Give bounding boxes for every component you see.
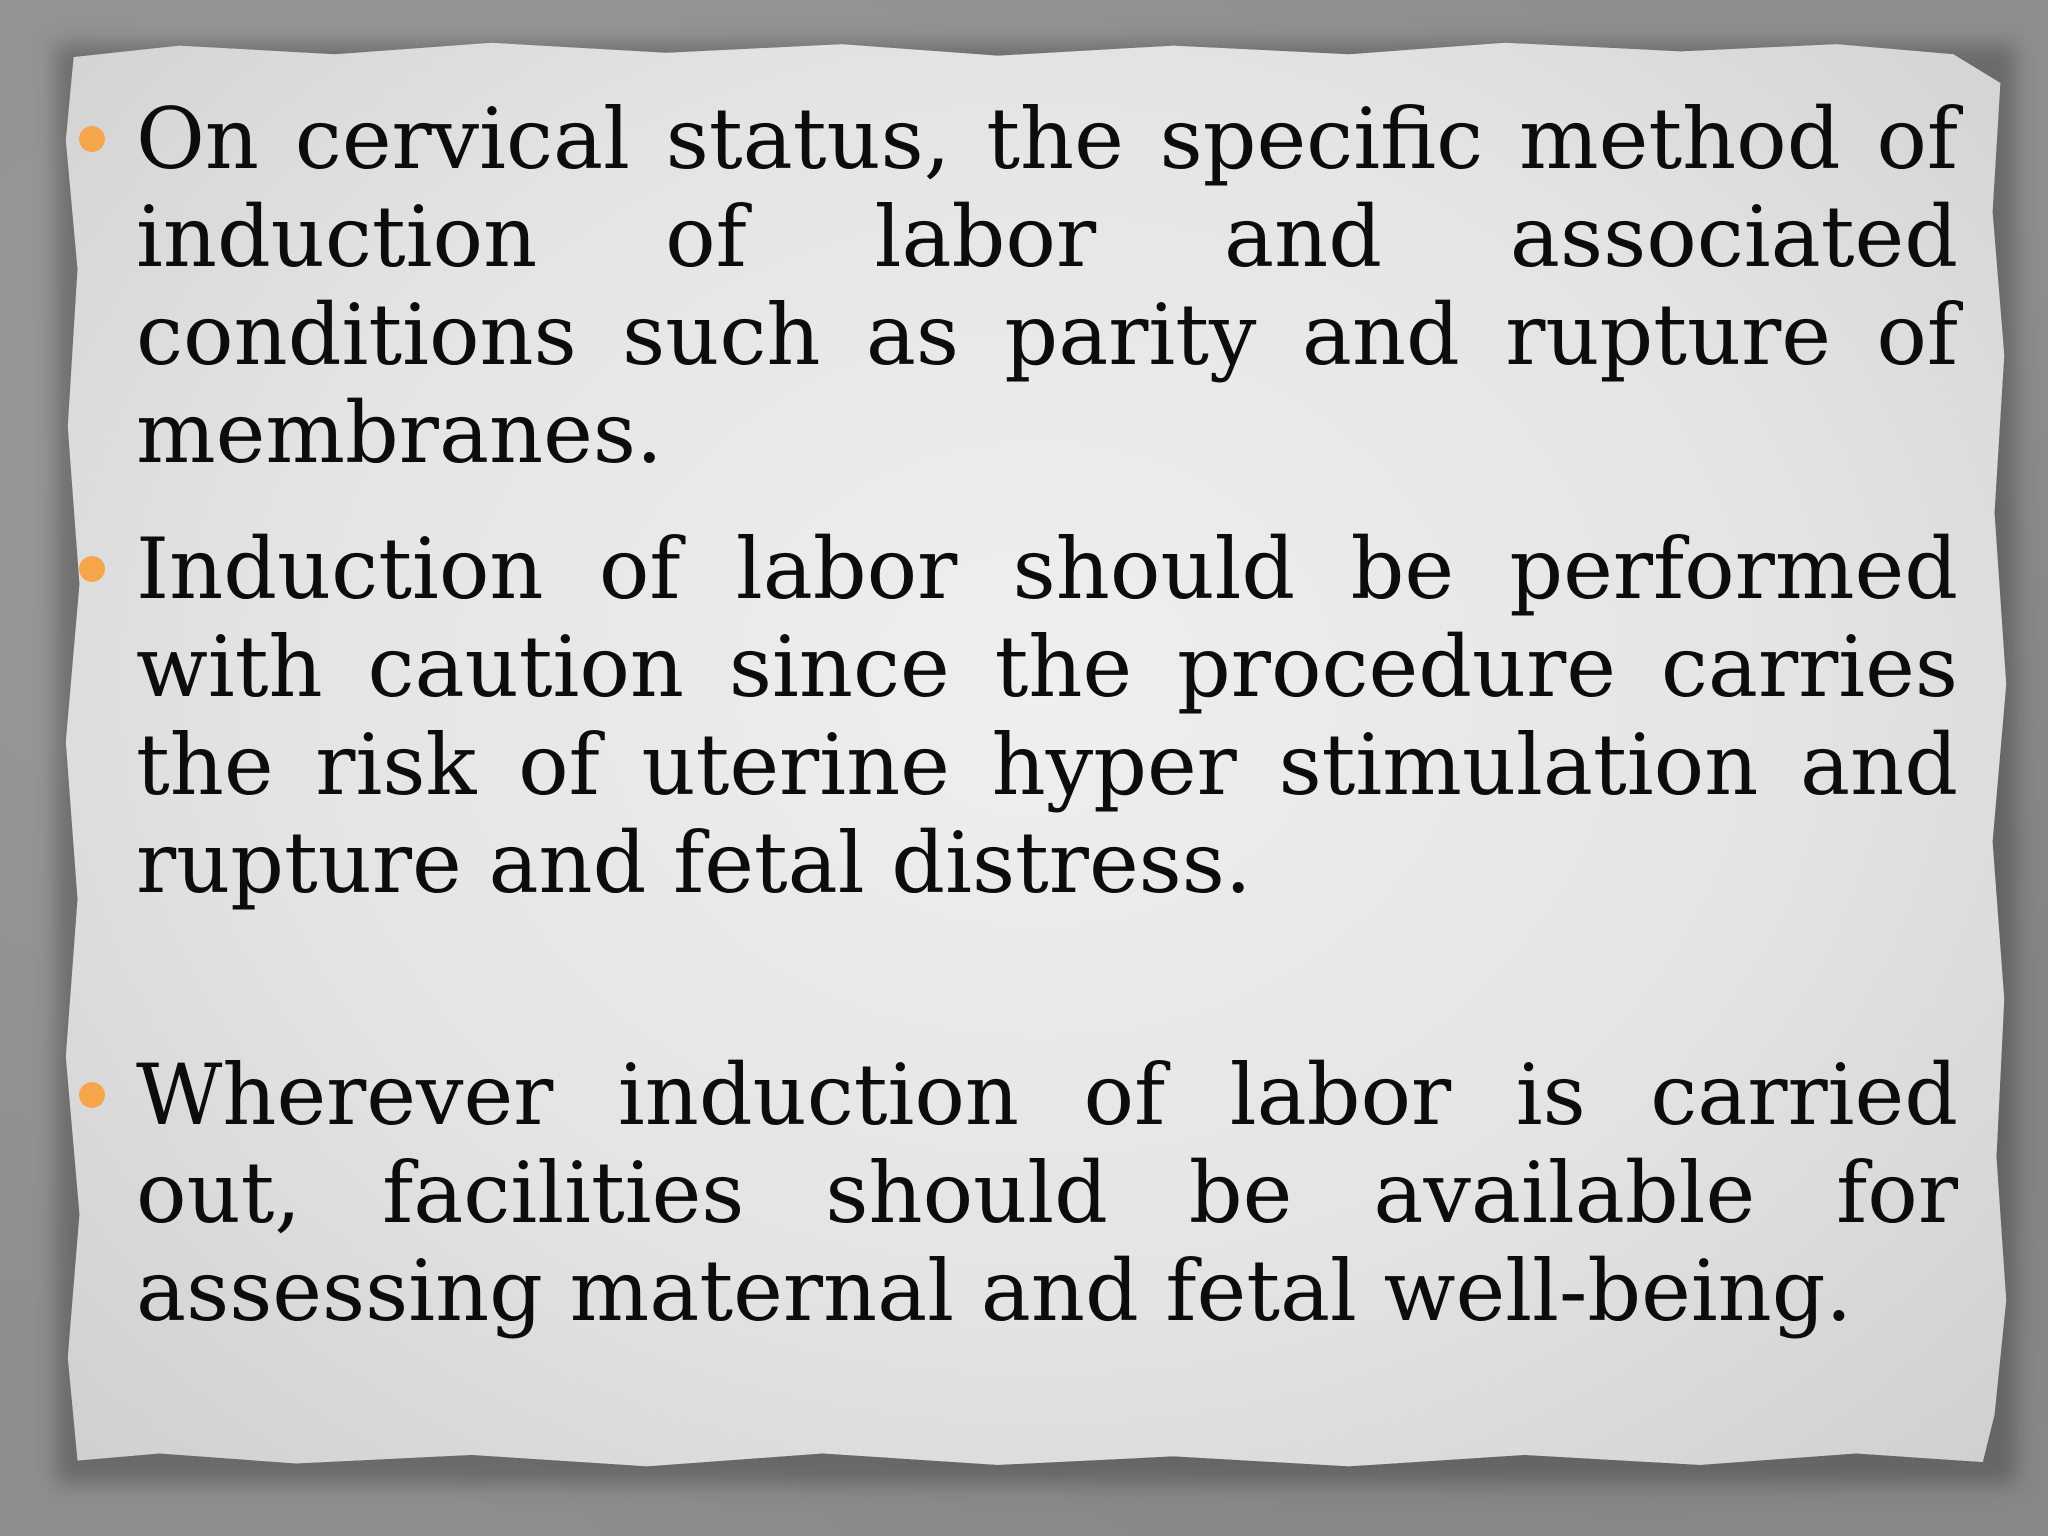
bullet-dot-icon (79, 556, 105, 582)
bullet-item-caution (136, 520, 1958, 912)
bullet-text: Induction of labor should be performed with caution since the procedure carries the risk of uterine hyper stimulation and rupture and fetal distress. (136, 520, 1958, 912)
bullet-item-cervical-status (136, 90, 1958, 482)
bullet-dot-icon (79, 126, 105, 152)
bullet-text: On cervical status, the specific method of induction of labor and associated conditions such as parity and rupture of membranes. (136, 90, 1958, 482)
bullet-item-facilities (136, 1046, 1958, 1340)
bullet-text: Wherever induction of labor is carried out, facilities should be available for assessing maternal and fetal well-being. (136, 1046, 1958, 1340)
bullet-dot-icon (79, 1082, 105, 1108)
